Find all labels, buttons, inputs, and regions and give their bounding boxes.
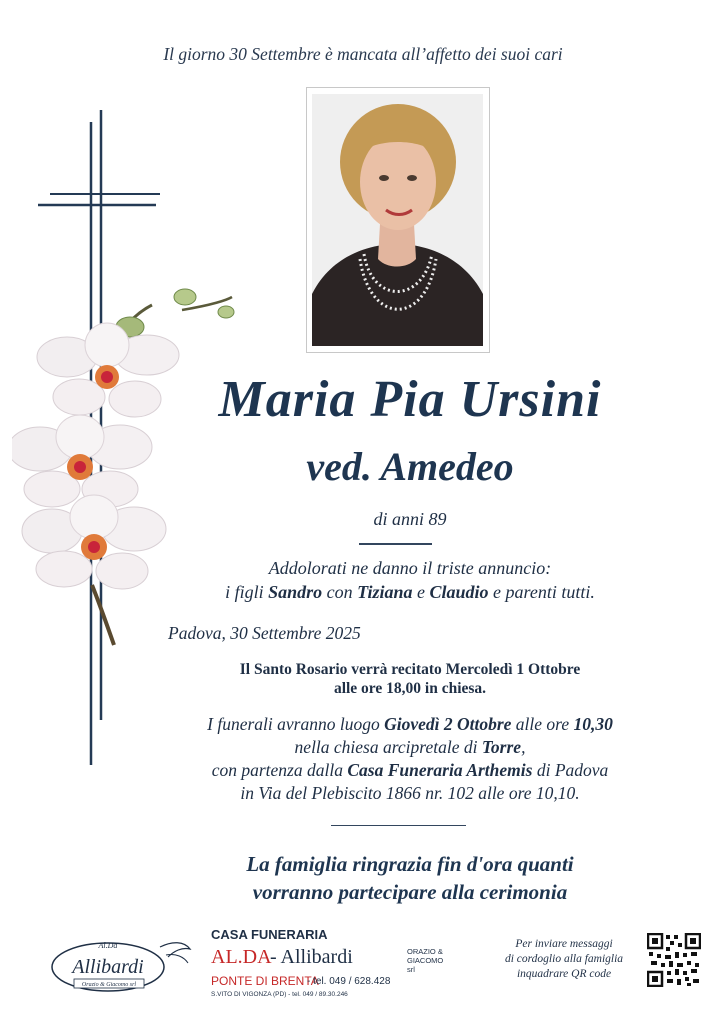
qr-code-icon[interactable]: [647, 933, 701, 987]
allibardi-logo: [48, 937, 193, 995]
intro-text: Il giorno 30 Settembre è mancata all’affetto dei suoi cari: [163, 44, 563, 64]
funeral-day: Giovedì 2 Ottobre: [384, 714, 512, 734]
funeral-line4: in Via del Plebiscito 1866 nr. 102 alle ore 10,10.: [240, 783, 580, 803]
funeral-text: nella chiesa arcipretale di: [294, 737, 482, 757]
logo-name: Allibardi: [72, 956, 144, 978]
ann-text: e: [412, 582, 430, 602]
logo-small-text: Al.Da: [98, 941, 118, 950]
funeral-line1: [140, 713, 680, 736]
funeral-home-label: CASA FUNERARIA: [211, 927, 328, 942]
alda-name: AL.DA: [211, 946, 272, 968]
funeral-text: ,: [521, 737, 526, 757]
orazio-giacomo: ORAZIO & GIACOMO srl: [407, 947, 444, 974]
funeral-notice: [140, 713, 680, 805]
portrait-photo: [312, 94, 483, 346]
funeral-church: Torre: [481, 737, 522, 757]
funeral-line3: [140, 759, 680, 782]
qr-note-line2: di cordoglio alla famiglia: [504, 953, 624, 965]
announcement: [150, 556, 670, 604]
deceased-name: Maria Pia Ursini: [218, 371, 602, 428]
child-name: Claudio: [429, 582, 489, 602]
ponte-di-brenta: PONTE DI BRENTA: [211, 974, 319, 988]
logo-sub: Orazio & Giacomo srl: [81, 982, 137, 988]
funeral-text: I funerali avranno luogo: [207, 714, 385, 734]
qr-note-line3: inquadrare QR code: [516, 968, 612, 980]
funeral-time: 10,30: [573, 714, 613, 734]
thanks-message: [150, 850, 670, 906]
ann-prefix: i figli: [225, 582, 269, 602]
thanks-line2: vorranno partecipare alla cerimonia: [252, 880, 568, 904]
funeral-text: con partenza dalla: [211, 760, 348, 780]
ann-text: con: [322, 582, 358, 602]
rosary-line2: alle ore 18,00 in chiesa.: [333, 680, 487, 697]
divider: [359, 543, 432, 545]
age: di anni 89: [373, 509, 447, 529]
child-name: Tiziana: [357, 582, 413, 602]
phone-ponte: - tel. 049 / 628.428: [307, 976, 391, 987]
ann-suffix: e parenti tutti.: [488, 582, 595, 602]
rosary-notice: [150, 660, 670, 698]
funeral-home: Casa Funeraria Arthemis: [347, 760, 533, 780]
qr-note: [488, 937, 640, 982]
funeral-line2: [140, 736, 680, 759]
divider: [331, 825, 466, 826]
allibardi-name: - Allibardi: [270, 946, 353, 968]
funeral-text: alle ore: [511, 714, 574, 734]
announcement-line2: [150, 580, 670, 604]
svito-address: S.VITO DI VIGONZA (PD) - tel. 049 / 89.30.246: [211, 991, 348, 998]
child-name: Sandro: [268, 582, 323, 602]
place-date: Padova, 30 Settembre 2025: [168, 623, 361, 643]
thanks-line1: La famiglia ringrazia fin d'ora quanti: [246, 852, 574, 876]
married-name: ved. Amedeo: [306, 444, 514, 489]
qr-note-line1: Per inviare messaggi: [515, 938, 613, 950]
rosary-line1: Il Santo Rosario verrà recitato Mercoledì 1 Ottobre: [239, 661, 581, 678]
announcement-line1: Addolorati ne danno il triste annuncio:: [268, 558, 552, 578]
funeral-text: di Padova: [532, 760, 609, 780]
